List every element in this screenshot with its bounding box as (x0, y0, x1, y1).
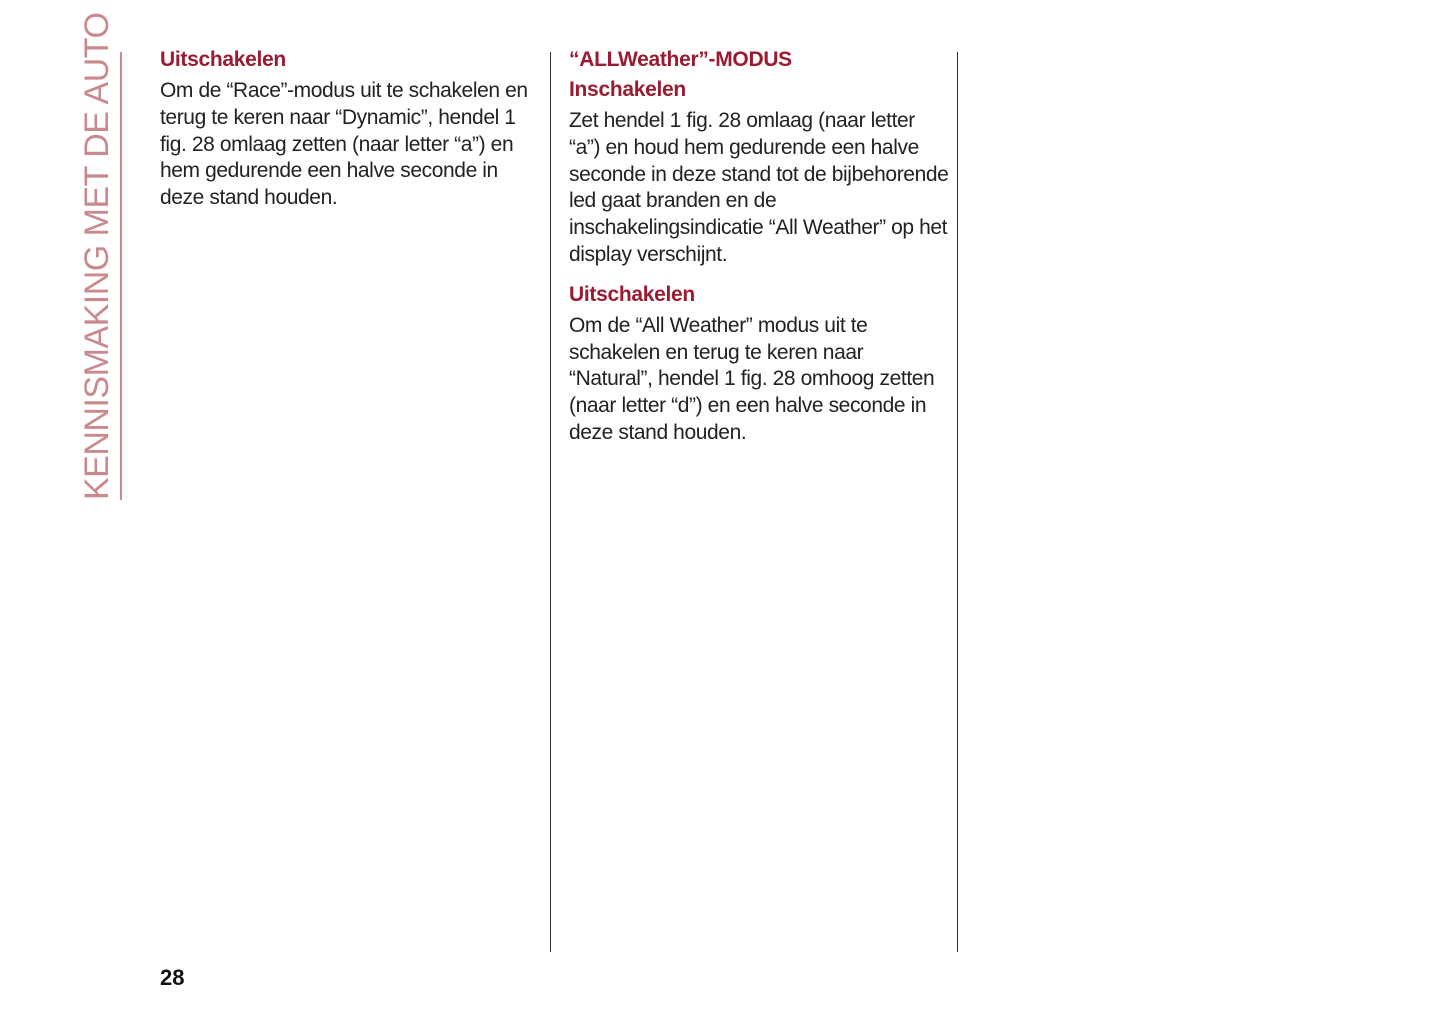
section-title-allweather: “ALLWeather”-MODUS (569, 48, 792, 71)
left-heading-uitschakelen: Uitschakelen (160, 48, 286, 71)
page-number: 28 (160, 965, 185, 990)
left-column (160, 48, 535, 226)
paragraph-uitschakelen: Om de “All Weather” modus uit te schakelen en terug te keren naar “Natural”, hendel 1 fig. 28 omhoog zetten (naar letter “d”) en een halve seconde in deze stand houden. (569, 313, 935, 444)
right-column (569, 48, 949, 461)
left-paragraph: Om de “Race”-modus uit te schakelen en terug te keren naar “Dynamic”, hendel 1 fig. 28 omlaag zetten (naar letter “a”) en hem gedurende een halve seconde in deze stand houden. (160, 79, 528, 210)
chapter-side-tab (78, 12, 122, 500)
heading-uitschakelen: Uitschakelen (569, 282, 695, 306)
chapter-title: KENNISMAKING MET DE AUTO (78, 12, 116, 500)
column-divider-2 (957, 52, 958, 952)
column-divider-1 (550, 52, 551, 952)
paragraph-inschakelen: Zet hendel 1 fig. 28 omlaag (naar letter “a”) en houd hem gedurende een halve seconde in deze stand tot de bijbehorende led gaat branden en de inschakelingsindicatie “All Weather” op het display verschijnt. (569, 109, 949, 266)
heading-inschakelen: Inschakelen (569, 78, 686, 101)
